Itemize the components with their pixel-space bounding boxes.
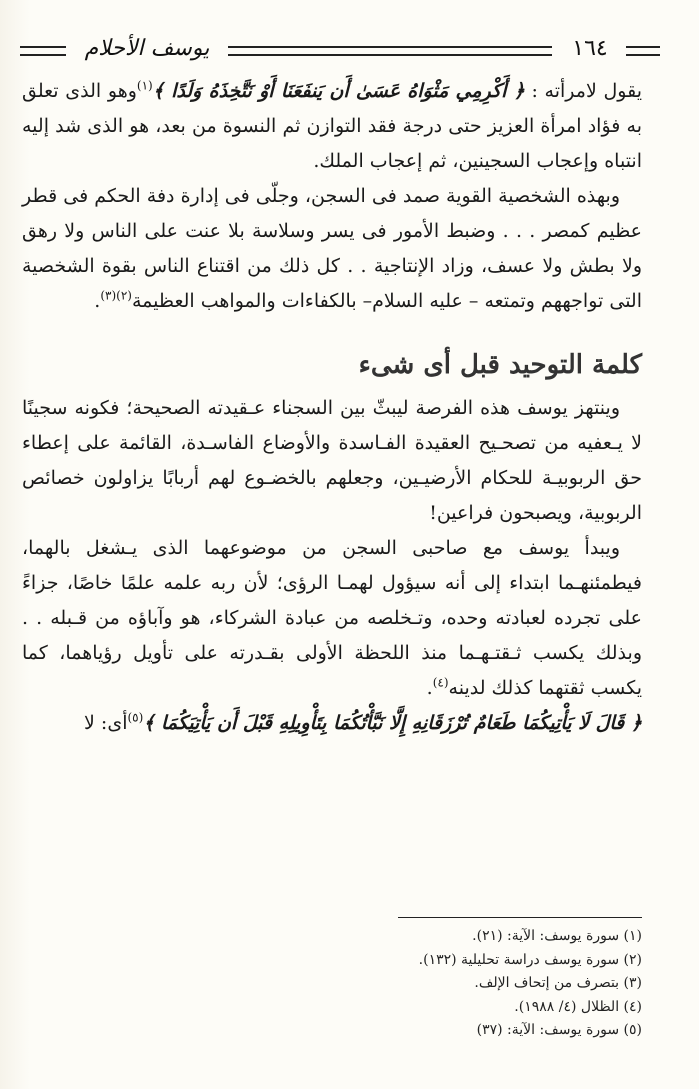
- footnote: (١) سورة يوسف: الآية: (٢١).: [472, 928, 642, 944]
- footnote-ref: (٤): [432, 675, 449, 690]
- footnote: (٣) بتصرف من إتحاف الإلف.: [474, 975, 642, 991]
- paragraph-end: .: [426, 677, 433, 699]
- paragraph-text: وهو الذى تعلق به فؤاد امرأة العزيز حتى درجة فقد التوازن ثم النسوة من بعد، هو الذى شد إليه انتباه وإعجاب السجينين، ثم إعجاب الملك.: [22, 80, 642, 172]
- paragraph-text: أى: لا: [84, 712, 128, 734]
- paragraph: [22, 74, 642, 179]
- paragraph: [22, 179, 642, 319]
- footnote-separator: [398, 917, 642, 918]
- paragraph-text: يقول لامرأته :: [524, 80, 643, 102]
- footnote-ref: (٥): [127, 710, 144, 725]
- paragraph-text: وبهذه الشخصية القوية صمد فى السجن، وجلّى فى إدارة دفة الحكم فى قطر عظيم كمصر . . . وضبط الأمور فى يسر وسلاسة بلا عنت على الناس ولا رهق ولا بطش ولا عسف، وزاد الإنتاجية . . كل ذلك من اقتناع الناس بقوة الشخصية التى تواجههم وتمتعه – عليه السلام– بالكفاءات والمواهب العظيمة: [22, 185, 642, 312]
- footnote-ref: (٢)(٣): [100, 288, 132, 303]
- quran-quote: ﴿ قَالَ لَا يَأْتِيكُمَا طَعَامٌ تُرْزَقَانِهِ إِلَّا نَبَّأْتُكُمَا بِتَأْوِيلِهِ قَبْلَ أَن يَأْتِيَكُمَا ﴾: [143, 712, 642, 734]
- section-heading: كلمة التوحيد قبل أى شىء: [358, 350, 642, 380]
- footnote: (٢) سورة يوسف دراسة تحليلية (١٣٢).: [418, 951, 642, 968]
- header-rule-middle: [228, 46, 552, 56]
- header-rule-left: [20, 46, 66, 56]
- paragraph-text: وينتهز يوسف هذه الفرصة ليبثّ بين السجناء عـقيدته الصحيحة؛ فكونه سجينًا لا يـعفيه من تصحـيح العقيدة الفـاسدة والأوضاع الفاسـدة، القائمة على إعطاء حق الربوبيـة للحكام الأرضيـين، وجعلهم بالخضـوع لهم أربابًا يزاولون خصائص الربوبية، ويصبحون فراعين!: [22, 397, 642, 524]
- quran-quote: ﴿ أَكْرِمِي مَثْوَاهُ عَسَىٰ أَن يَنفَعَنَا أَوْ نَتَّخِذَهُ وَلَدًا ﴾: [152, 80, 525, 102]
- running-book-title: يوسف الأحلام: [84, 36, 210, 61]
- footnote-ref: (١): [136, 78, 153, 93]
- paragraph: [22, 706, 642, 741]
- footnote: (٤) الظلال (٤/ ١٩٨٨).: [514, 998, 642, 1015]
- paragraph: [22, 531, 642, 706]
- main-text: [22, 74, 642, 741]
- paragraph: [22, 391, 642, 531]
- footnotes: [300, 925, 642, 1043]
- paragraph-text: ويبدأ يوسف مع صاحبى السجن من موضوعهما الذى يـشغل بالهما، فيطمئنهـما ابتداء إلى أنه سيؤول لهمـا الرؤى؛ لأن ربه علمه علمًا خاصًا، جزاءً على تجرده لعبادته وحده، وتـخلصه من عبادة الشركاء، هو وآباؤه من قـبله . . وبذلك يكسب ثـقتـهـما منذ اللحظة الأولى بقـدرته على تأويل رؤياهما، كما يكسب ثقتهما كذلك لدينه: [22, 537, 642, 699]
- paragraph-end: .: [94, 290, 101, 312]
- footnote: (٥) سورة يوسف: الآية: (٣٧): [476, 1022, 642, 1038]
- header-rule-right: [626, 46, 660, 56]
- page-number: ١٦٤: [572, 36, 608, 61]
- running-header: [20, 36, 660, 66]
